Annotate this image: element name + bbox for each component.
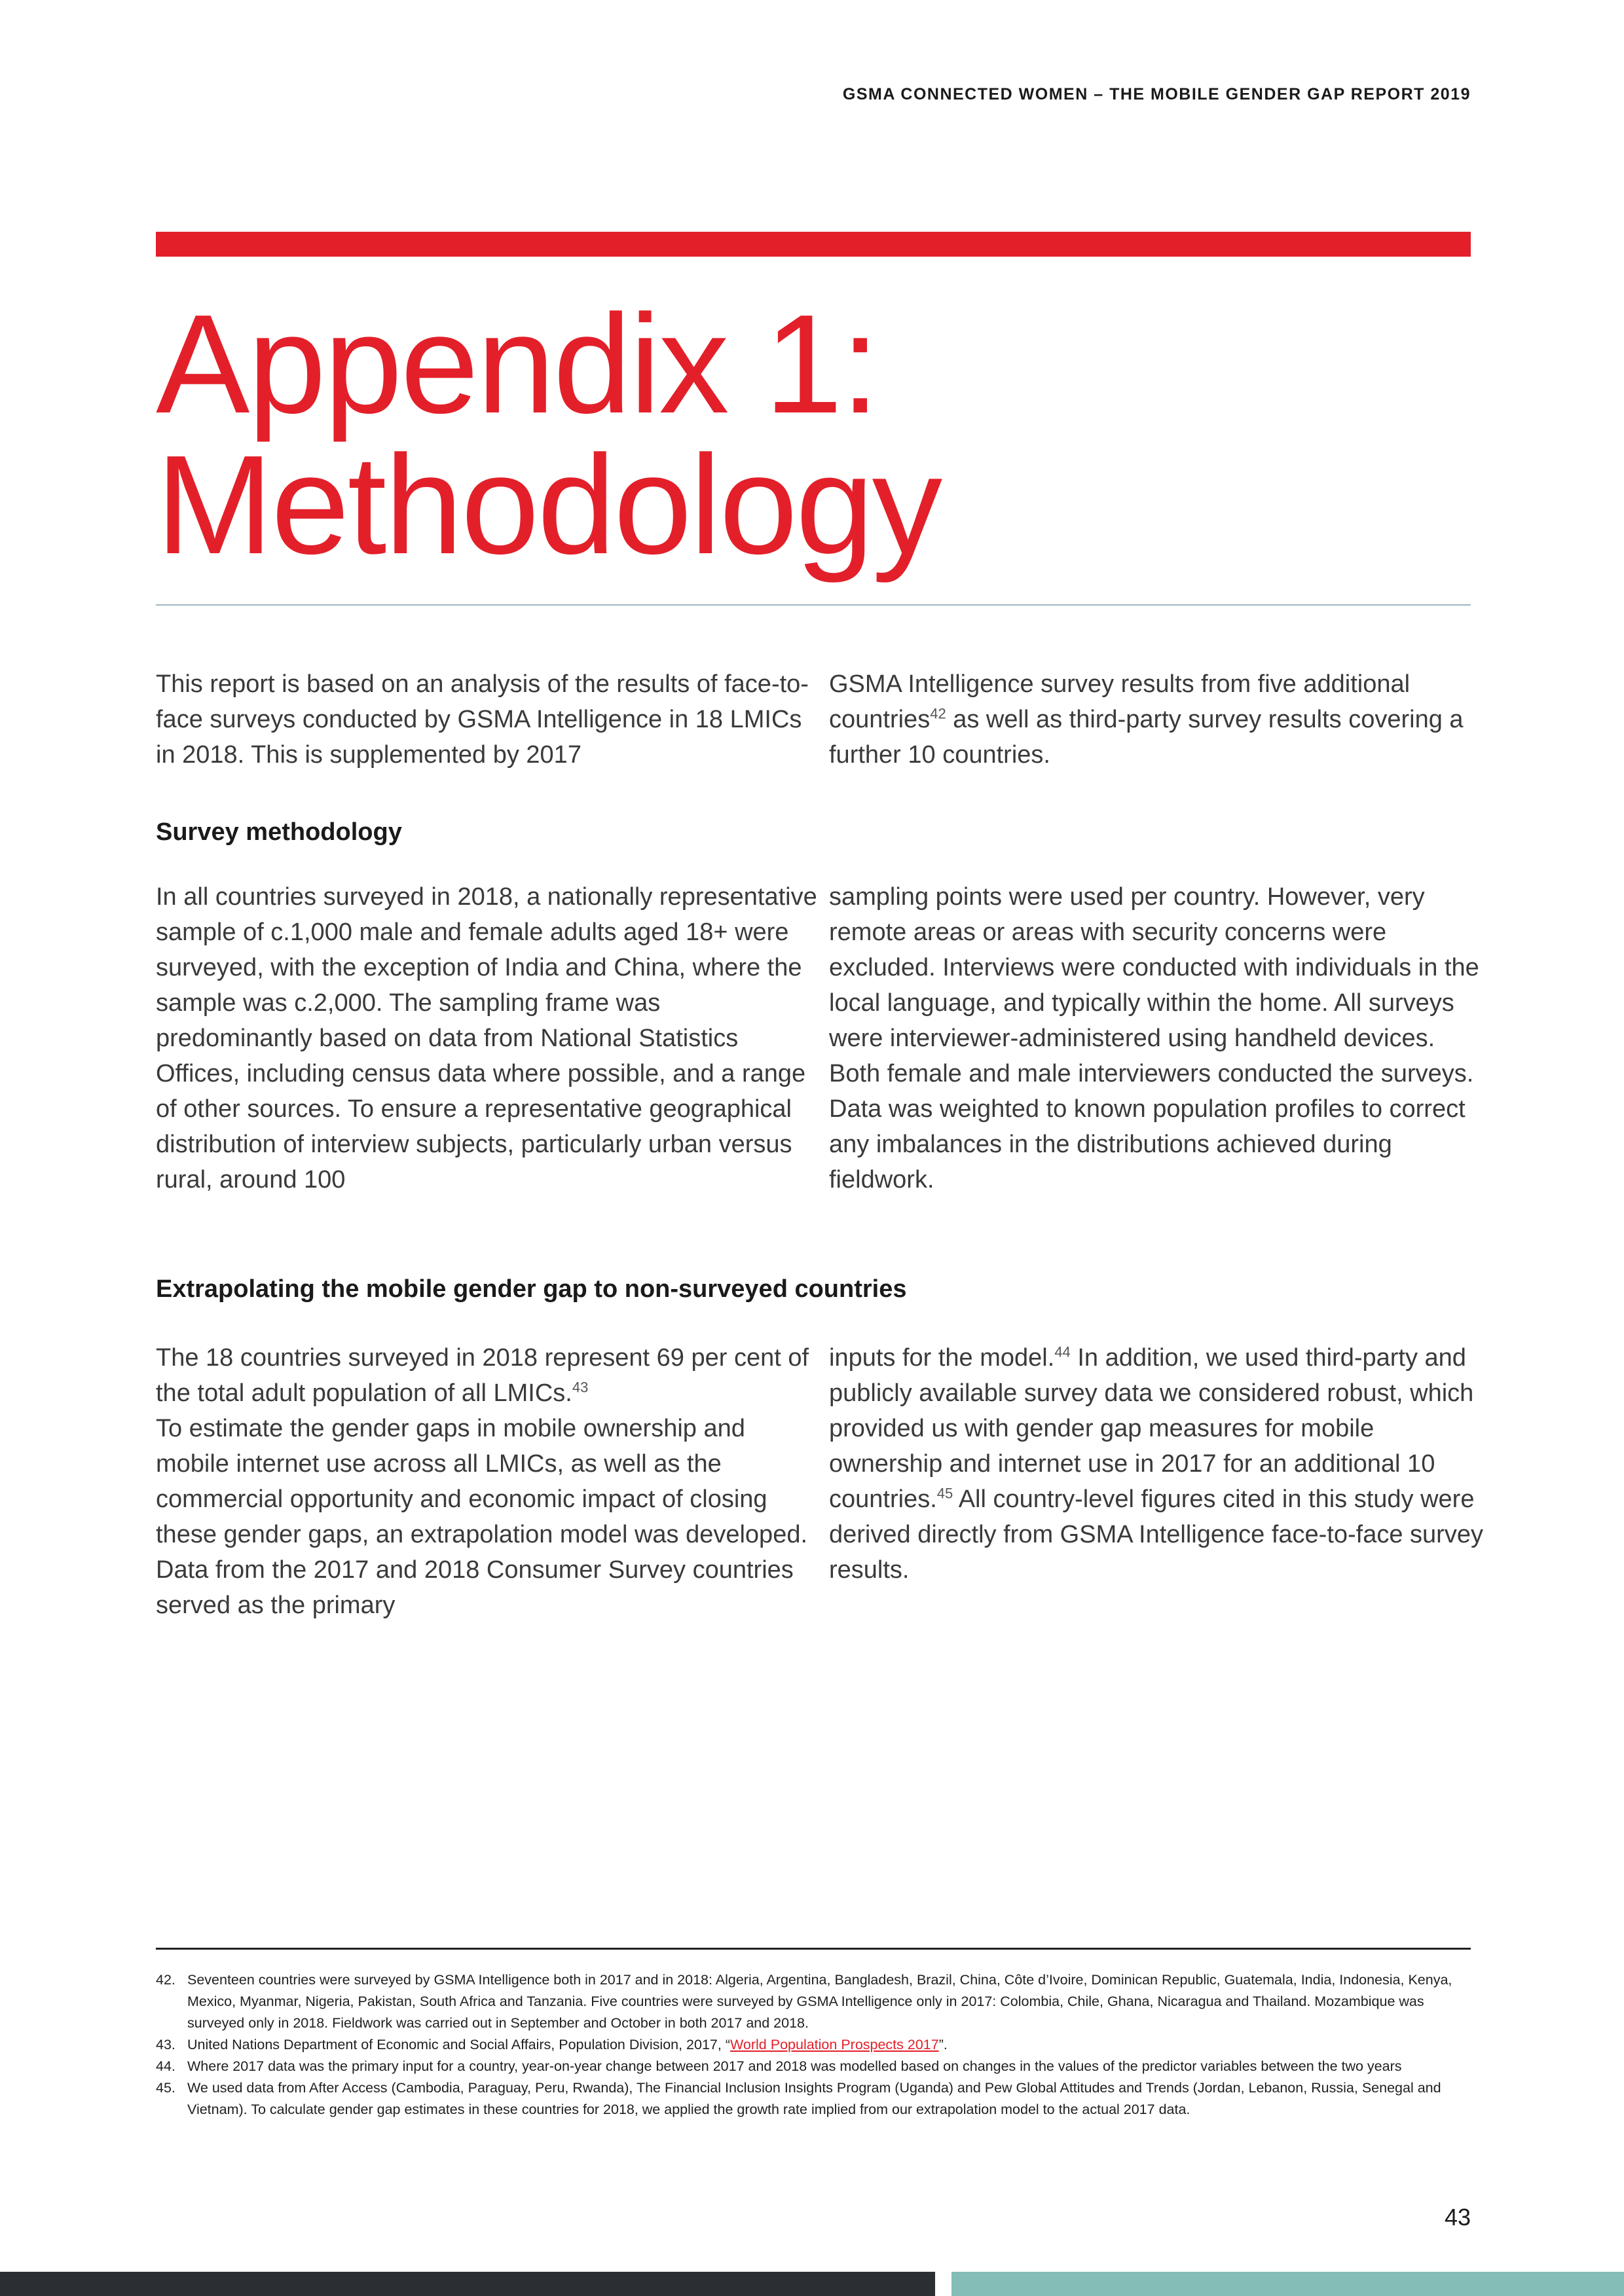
footnote-ref-45[interactable]: 45 xyxy=(936,1485,953,1502)
extrapolating-right-column xyxy=(829,1340,1490,1588)
footnote-ref-44[interactable]: 44 xyxy=(1054,1343,1071,1360)
intro-right-text-a: GSMA Intelligence survey results from five additional countries xyxy=(829,670,1411,733)
footnote-42 xyxy=(156,1969,1471,2034)
footnote-44 xyxy=(156,2056,1471,2077)
extrapolating-right-text-b: In addition, we used third-party and publicly available survey data we considered robust, which provided us with gender gap measures for mobile ownership and internet use in 2017 for an additional 10 countries. xyxy=(829,1344,1474,1513)
footnote-number: 45. xyxy=(156,2080,175,2096)
title-accent-bar xyxy=(156,232,1471,257)
footnote-43 xyxy=(156,2034,1471,2056)
survey-right-column xyxy=(829,879,1490,1197)
footer-bar-dark xyxy=(0,2272,935,2296)
footer-bar-teal xyxy=(951,2272,1624,2296)
survey-methodology-heading: Survey methodology xyxy=(156,818,402,846)
title-divider xyxy=(156,604,1471,606)
world-population-prospects-link[interactable]: World Population Prospects 2017 xyxy=(730,2037,939,2052)
extrapolating-left-column xyxy=(156,1340,817,1623)
survey-right-text: sampling points were used per country. However, very remote areas or areas with security concerns were excluded. Interviews were conducted with individuals in the local language, and typically within the home. All surveys were interviewer-administered using handheld devices. Both female and male interviewers conducted the surveys. Data was weighted to known population profiles to correct any imbalances in the distributions achieved during fieldwork. xyxy=(829,883,1479,1194)
intro-left-text: This report is based on an analysis of the results of face-to-face surveys conducted by GSMA Intelligence in 18 LMICs in 2018. This is supplemented by 2017 xyxy=(156,670,809,769)
footnote-number: 44. xyxy=(156,2058,175,2074)
footnotes-list xyxy=(156,1969,1471,2121)
footnote-text: Seventeen countries were surveyed by GSMA Intelligence both in 2017 and in 2018: Algeria, Argentina, Bangladesh, Brazil, China, Côte d’Ivoire, Dominican Republic, Guatemala, India, Indonesia, Kenya, Mexico, Myanmar, Nigeria, Pakistan, South Africa and Tanzania. Five countries were surveyed by GSMA Intelligence only in 2017: Colombia, Chile, Ghana, Nicaragua and Thailand. Mozambique was surveyed only in 2018. Fieldwork was carried out in September and October in both 2017 and 2018. xyxy=(187,1972,1452,2031)
footnote-ref-42[interactable]: 42 xyxy=(930,705,946,722)
footnote-number: 42. xyxy=(156,1972,175,1988)
footnotes-divider xyxy=(156,1948,1471,1950)
footnote-text-after-link: ”. xyxy=(938,2037,948,2052)
page-title xyxy=(156,285,941,583)
extrapolating-left-text-a: The 18 countries surveyed in 2018 represent 69 per cent of the total adult population of all LMICs. xyxy=(156,1344,809,1407)
intro-right-text-b: as well as third-party survey results covering a further 10 countries. xyxy=(829,706,1464,769)
extrapolating-heading: Extrapolating the mobile gender gap to non-surveyed countries xyxy=(156,1275,907,1303)
page-title-line-2: Methodology xyxy=(156,426,941,583)
extrapolating-right-text-c: All country-level figures cited in this study were derived directly from GSMA Intelligence face-to-face survey results. xyxy=(829,1485,1483,1584)
extrapolating-left-text-b: To estimate the gender gaps in mobile ownership and mobile internet use across all LMICs, as well as the commercial opportunity and economic impact of closing these gender gaps, an extrapolation model was developed. Data from the 2017 and 2018 Consumer Survey countries served as the primary xyxy=(156,1415,808,1619)
footnote-45 xyxy=(156,2077,1471,2121)
extrapolating-right-text-a: inputs for the model. xyxy=(829,1344,1055,1372)
page-number: 43 xyxy=(1444,2204,1471,2231)
page-title-line-1: Appendix 1: xyxy=(156,285,878,443)
running-header: GSMA CONNECTED WOMEN – THE MOBILE GENDER GAP REPORT 2019 xyxy=(842,85,1471,103)
intro-left-column xyxy=(156,666,817,773)
footnote-text: Where 2017 data was the primary input for a country, year-on-year change between 2017 and 2018 was modelled based on changes in the values of the predictor variables between the two years xyxy=(187,2058,1402,2074)
footnote-text-before-link: United Nations Department of Economic and Social Affairs, Population Division, 2017, “ xyxy=(187,2037,730,2052)
footnote-ref-43[interactable]: 43 xyxy=(572,1379,589,1396)
footnote-text: We used data from After Access (Cambodia, Paraguay, Peru, Rwanda), The Financial Inclusion Insights Program (Uganda) and Pew Global Attitudes and Trends (Jordan, Lebanon, Russia, Senegal and Vietnam). To calculate gender gap estimates in these countries for 2018, we applied the growth rate implied from our extrapolation model to the actual 2017 data. xyxy=(187,2080,1441,2117)
footnote-number: 43. xyxy=(156,2037,175,2052)
intro-right-column xyxy=(829,666,1490,773)
survey-left-text: In all countries surveyed in 2018, a nationally representative sample of c.1,000 male and female adults aged 18+ were surveyed, with the exception of India and China, where the sample was c.2,000. The sampling frame was predominantly based on data from National Statistics Offices, including census data where possible, and a range of other sources. To ensure a representative geographical distribution of interview subjects, particularly urban versus rural, around 100 xyxy=(156,883,817,1194)
survey-left-column xyxy=(156,879,817,1197)
